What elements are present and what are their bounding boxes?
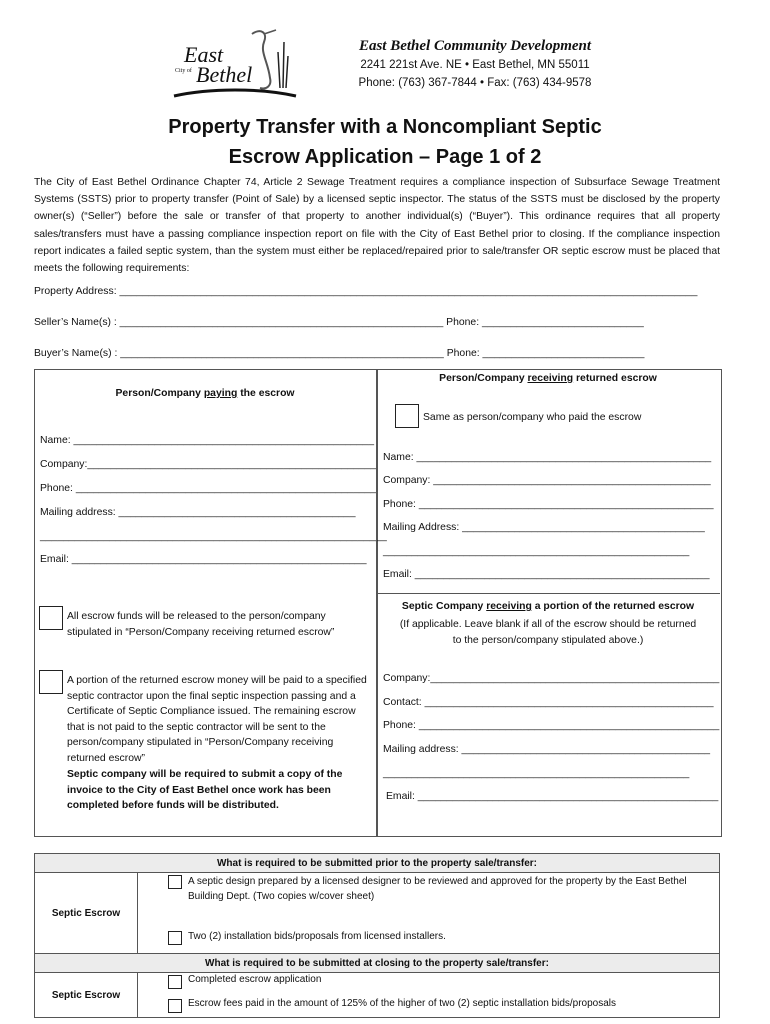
table-header-row	[35, 954, 720, 973]
septic-mailing-line2[interactable]: _____________________________________________________	[383, 768, 690, 779]
table-row-items	[138, 873, 720, 954]
septic-heading-post: a portion of the returned escrow	[531, 601, 695, 612]
receiver-email-field[interactable]: Email: ___________________________________________________	[383, 569, 710, 580]
receiver-mailing-line2[interactable]: _____________________________________________________	[383, 546, 690, 557]
requirements-table	[34, 853, 720, 1018]
buyer-field[interactable]: Buyer’s Name(s) : ________________________________________________________ Phone: ____________________________	[34, 348, 645, 359]
logo-text-bethel: Bethel	[196, 62, 253, 87]
org-address: 2241 221st Ave. NE • East Bethel, MN 55011	[360, 59, 590, 71]
logo-text-cityof: City of	[175, 68, 192, 74]
septic-company-note: (If applicable. Leave blank if all of the escrow should be returned to the person/company stipulated above.)	[399, 619, 697, 646]
septic-contact-field[interactable]: Contact: __________________________________________________	[383, 697, 714, 708]
page-subtitle: Escrow Application – Page 1 of 2	[228, 146, 542, 168]
table-heading-prior: What is required to be submitted prior to the property sale/transfer:	[35, 854, 720, 873]
property-address-field[interactable]: Property Address: ____________________________________________________________________________________________________	[34, 286, 698, 297]
seller-field[interactable]: Seller’s Name(s) : ________________________________________________________ Phone: ____________________________	[34, 317, 644, 328]
table-heading-closing: What is required to be submitted at closing to the property sale/transfer:	[35, 954, 720, 973]
fees-item-label: Escrow fees paid in the amount of 125% of the higher of two (2) septic installation bids/proposals	[188, 998, 617, 1009]
receiver-mailing-field[interactable]: Mailing Address: __________________________________________	[383, 522, 705, 533]
page-title: Property Transfer with a Noncompliant Septic	[168, 116, 602, 138]
receiver-heading-pre: Person/Company	[439, 373, 528, 384]
release-all-checkbox[interactable]	[39, 606, 63, 630]
payer-mailing-field[interactable]: Mailing address: _________________________________________	[40, 507, 356, 518]
receiver-divider	[376, 593, 720, 594]
receiver-phone-field[interactable]: Phone: ___________________________________________________	[383, 499, 714, 510]
septic-company-heading	[376, 601, 720, 612]
septic-heading-pre: Septic Company	[401, 601, 487, 612]
partial-release-checkbox[interactable]	[39, 670, 63, 694]
table-row-items	[138, 973, 720, 1018]
payer-phone-field[interactable]: Phone: ____________________________________________________	[40, 483, 377, 494]
bids-item-label: Two (2) installation bids/proposals from licensed installers.	[188, 931, 446, 942]
septic-heading-u: receiving	[486, 601, 532, 612]
same-as-payer-checkbox[interactable]	[395, 404, 419, 428]
fees-checkbox[interactable]	[168, 999, 182, 1013]
design-item-label: A septic design prepared by a licensed designer to be reviewed and approved for the property by the East Bethel Building Dept. (Two copies w/cover sheet)	[188, 876, 687, 902]
receiver-name-field[interactable]: Name: ___________________________________________________	[383, 452, 712, 463]
partial-release-label: A portion of the returned escrow money will be paid to a specified septic contractor upon the final septic inspection passing and a Certificate of Septic Compliance issued. The remaining escrow that is not paid to the septic contractor will be sent to the person/company stipulated in “Person/Company receiving returned escrow”	[67, 675, 367, 764]
receiver-company-field[interactable]: Company: ________________________________________________	[383, 475, 711, 486]
payer-email-field[interactable]: Email: ___________________________________________________	[40, 554, 367, 565]
table-row-label: Septic Escrow	[35, 973, 138, 1018]
application-item-label: Completed escrow application	[188, 974, 322, 985]
septic-company-field[interactable]: Company:__________________________________________________	[383, 673, 720, 684]
table-row	[35, 973, 720, 1018]
table-header-row	[35, 854, 720, 873]
table-row	[35, 873, 720, 954]
receiver-heading	[376, 373, 720, 384]
payer-heading-pre: Person/Company	[115, 388, 204, 399]
payer-name-field[interactable]: Name: ____________________________________________________	[40, 435, 374, 446]
payer-mailing-line2[interactable]: ____________________________________________________________	[40, 531, 387, 542]
logo-text-east: East	[184, 42, 224, 67]
septic-email-field[interactable]: Email: ____________________________________________________	[386, 791, 719, 802]
bids-checkbox[interactable]	[168, 931, 182, 945]
table-row-label: Septic Escrow	[35, 873, 138, 954]
payer-heading-u: paying	[203, 388, 238, 399]
org-phone: Phone: (763) 367-7844 • Fax: (763) 434-9578	[358, 77, 592, 89]
payer-company-field[interactable]: Company:__________________________________________________	[40, 459, 377, 470]
release-all-label: All escrow funds will be released to the person/company stipulated in “Person/Company receiving returned escrow”	[67, 611, 335, 638]
receiver-heading-post: returned escrow	[573, 373, 657, 384]
payer-heading	[34, 388, 376, 399]
receiver-heading-u: receiving	[527, 373, 574, 384]
payer-heading-post: the escrow	[237, 388, 295, 399]
org-name: East Bethel Community Development	[358, 38, 592, 54]
same-as-payer-label: Same as person/company who paid the escrow	[423, 412, 642, 423]
partial-release-note: Septic company will be required to submit a copy of the invoice to the City of East Bethel once work has been completed before funds will be distributed.	[67, 769, 343, 811]
design-checkbox[interactable]	[168, 875, 182, 889]
septic-phone-field[interactable]: Phone: ____________________________________________________	[383, 720, 720, 731]
intro-paragraph: The City of East Bethel Ordinance Chapter 74, Article 2 Sewage Treatment requires a compliance inspection of Subsurface Sewage Treatment Systems (SSTS) prior to property transfer (Point of Sale) by a licensed septic inspector. The status of the SSTS must be disclosed by the property owner(s) (“Seller”) before the sale or transfer of that property to another individual(s) (“Buyer”). This ordinance requires that all property sales/transfers must have a passing compliance inspection report on file with the City of East Bethel prior to closing. If the compliance inspection report indicates a failed septic system, than the system must either be replaced/repaired prior to sale/transfer OR septic escrow must be placed that meets the following requirements:	[34, 177, 720, 275]
application-checkbox[interactable]	[168, 975, 182, 989]
septic-mailing-field[interactable]: Mailing address: ___________________________________________	[383, 744, 711, 755]
